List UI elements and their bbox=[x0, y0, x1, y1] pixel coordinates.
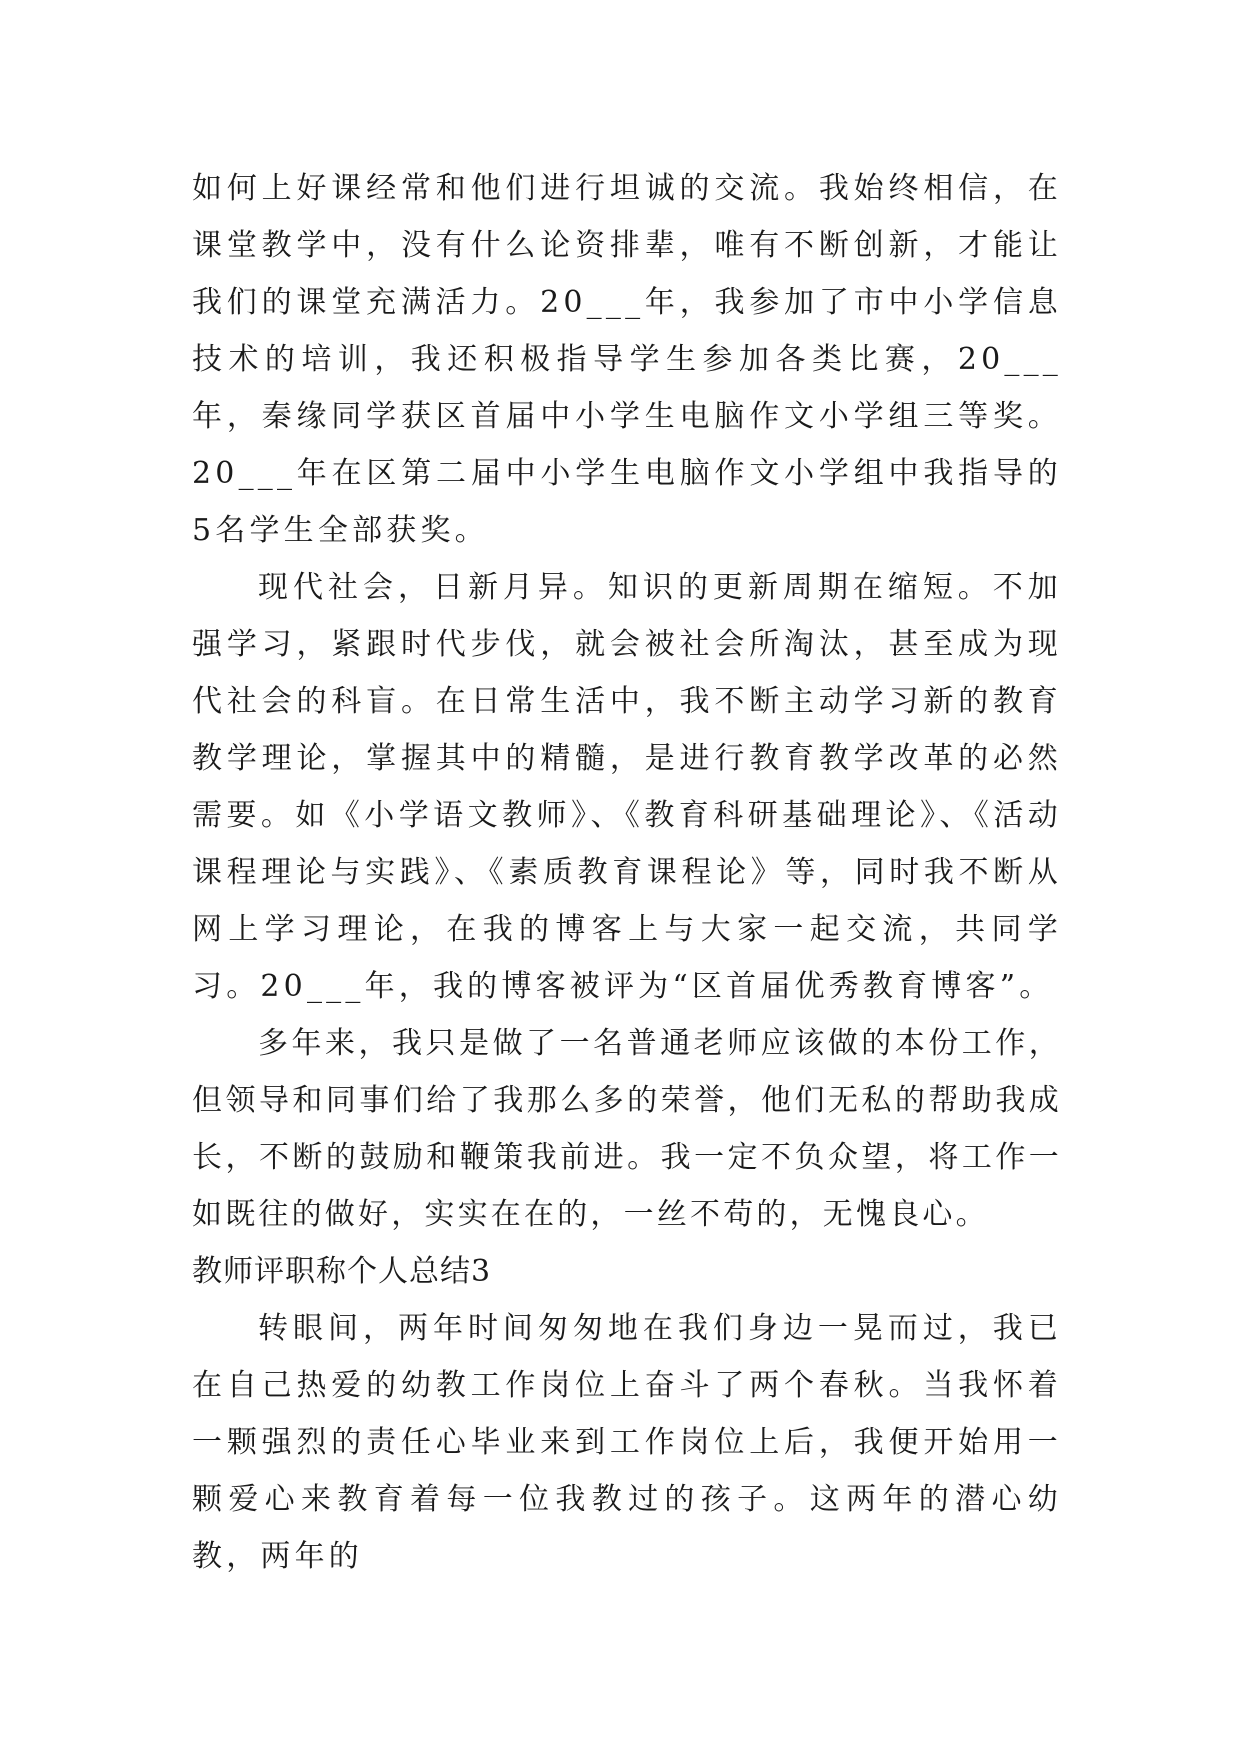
paragraph-teaching-innovation: 如何上好课经常和他们进行坦诚的交流。我始终相信，在课堂教学中，没有什么论资排辈，唯有不断创新，才能让我们的课堂充满活力。20___年，我参加了市中小学信息技术的培训，我还积极指导学生参加各类比赛，20___年，秦缘同学获区首届中小学生电脑作文小学组三等奖。20___年在区第二届中小学生电脑作文小学组中我指导的5名学生全部获奖。 bbox=[192, 171, 1062, 548]
paragraph-kindergarten-work: 转眼间，两年时间匆匆地在我们身边一晃而过，我已在自己热爱的幼教工作岗位上奋斗了两个春秋。当我怀着一颗强烈的责任心毕业来到工作岗位上后，我便开始用一颗爱心来教育着每一位我教过的孩子。这两年的潜心幼教，两年的 bbox=[192, 1311, 1062, 1574]
section-heading: 教师评职称个人总结3 bbox=[192, 1254, 492, 1289]
paragraph-gratitude: 多年来，我只是做了一名普通老师应该做的本份工作，但领导和同事们给了我那么多的荣誉，他们无私的帮助我成长，不断的鼓励和鞭策我前进。我一定不负众望，将工作一如既往的做好，实实在在的，一丝不苟的，无愧良心。 bbox=[192, 1026, 1062, 1232]
paragraph-continuous-learning: 现代社会，日新月异。知识的更新周期在缩短。不加强学习，紧跟时代步伐，就会被社会所淘汰，甚至成为现代社会的科盲。在日常生活中，我不断主动学习新的教育教学理论，掌握其中的精髓，是进行教育教学改革的必然需要。如《小学语文教师》、《教育科研基础理论》、《活动课程理论与实践》、《素质教育课程论》等，同时我不断从网上学习理论，在我的博客上与大家一起交流，共同学习。20___年，我的博客被评为“区首届优秀教育博客”。 bbox=[192, 570, 1062, 1004]
document-body bbox=[192, 160, 1062, 1585]
